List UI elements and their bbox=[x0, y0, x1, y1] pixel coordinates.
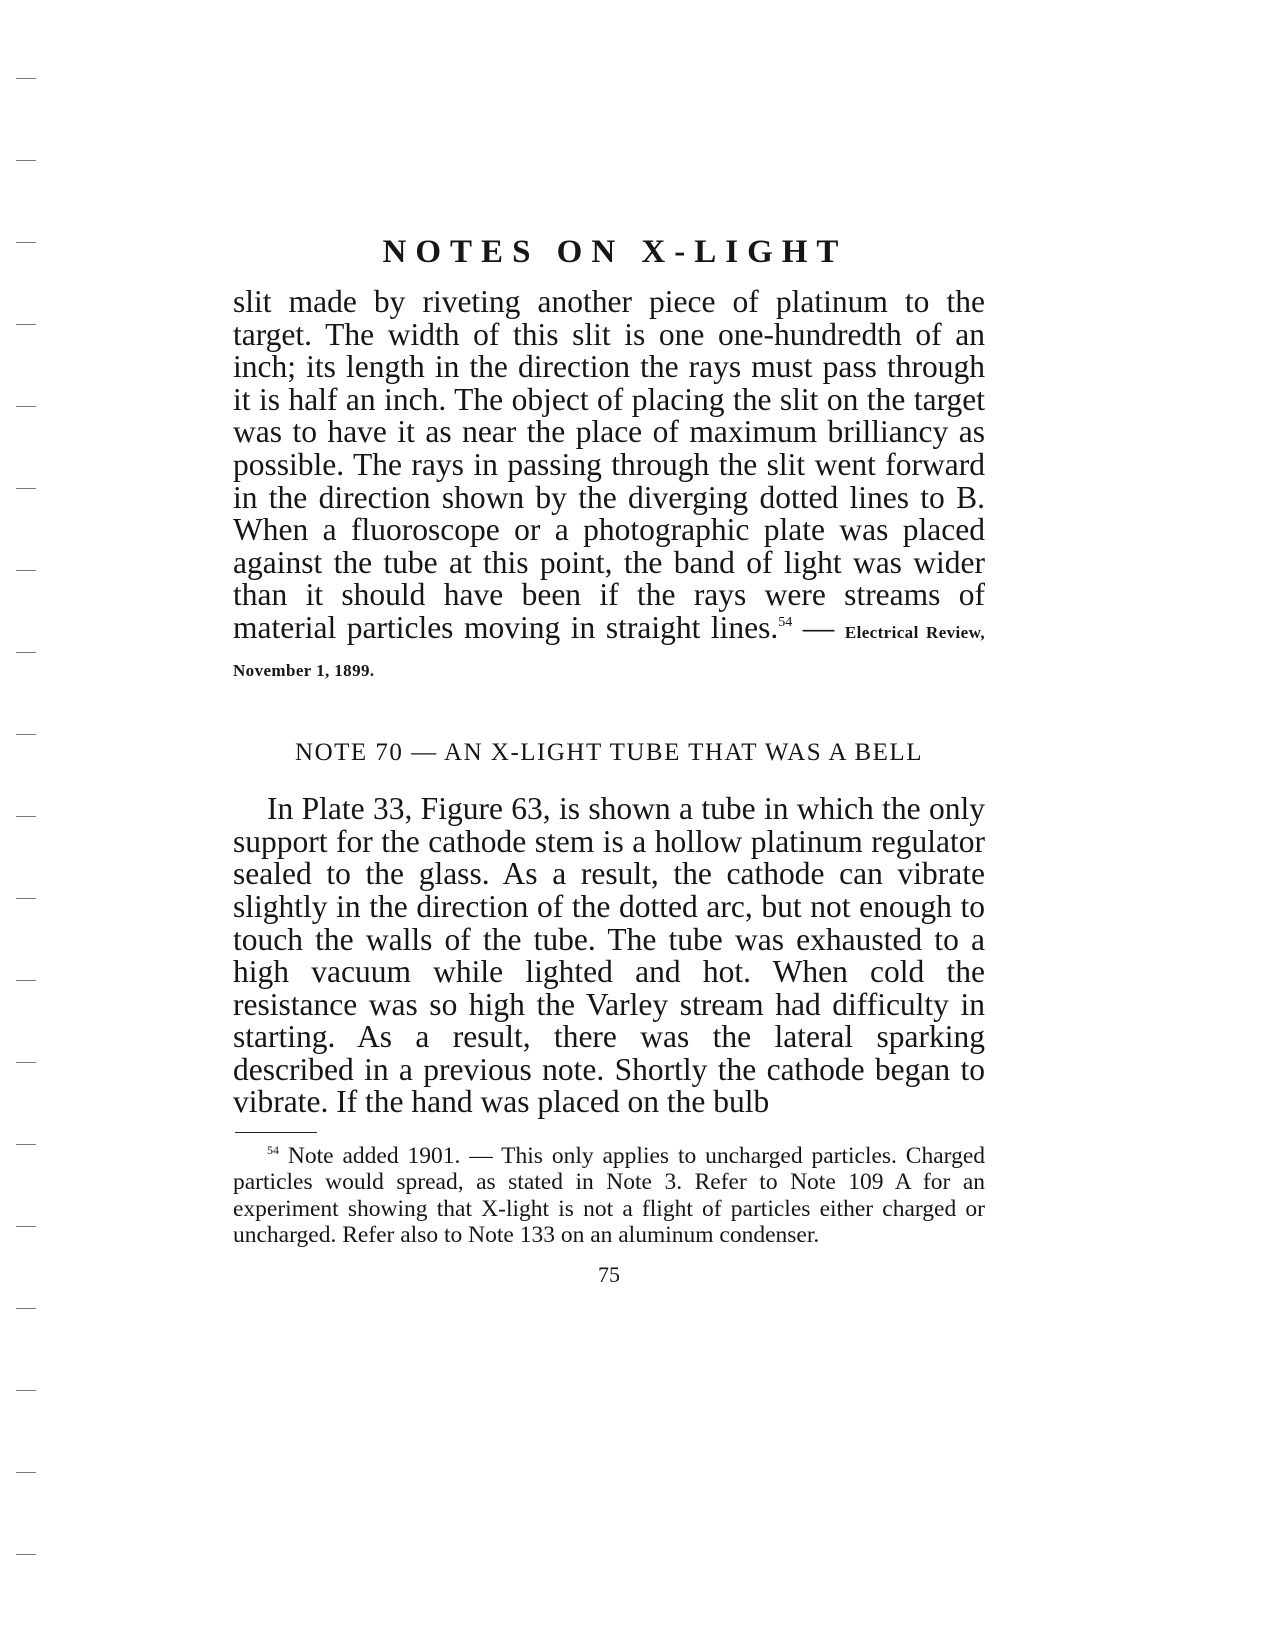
footnote-reference: 54 bbox=[778, 614, 793, 630]
margin-tick bbox=[16, 652, 36, 653]
footnote-marker: 54 bbox=[267, 1143, 279, 1158]
margin-tick bbox=[16, 570, 36, 571]
running-head: NOTES ON X-LIGHT bbox=[382, 234, 848, 270]
margin-tick bbox=[16, 1062, 36, 1063]
margin-tick bbox=[16, 1554, 36, 1555]
margin-tick bbox=[16, 1226, 36, 1227]
margin-tick bbox=[16, 980, 36, 981]
margin-tick bbox=[16, 816, 36, 817]
continued-paragraph bbox=[233, 286, 985, 687]
margin-tick-marks bbox=[16, 0, 38, 1642]
footnote-text: Note added 1901. — This only applies to uncharged particles. Charged particles would spread, as stated in Note 3. Refer to Note 109 A for an experiment showing that X-light is not a flight of particles either charged or uncharged. Refer also to Note 133 on an aluminum condenser. bbox=[233, 1143, 985, 1248]
page-number: 75 bbox=[598, 1262, 620, 1288]
margin-tick bbox=[16, 406, 36, 407]
margin-tick bbox=[16, 1308, 36, 1309]
note-heading: NOTE 70 — AN X-LIGHT TUBE THAT WAS A BELL bbox=[295, 739, 923, 767]
margin-tick bbox=[16, 1144, 36, 1145]
margin-tick bbox=[16, 1472, 36, 1473]
footnote-divider bbox=[235, 1132, 317, 1133]
note-paragraph: In Plate 33, Figure 63, is shown a tube in which the only support for the cathode stem is a hollow platinum regulator sealed to the glass. As a result, the cathode can vibrate slightly in the direction of the dotted arc, but not enough to touch the walls of the tube. The tube was exhausted to a high vacuum while lighted and hot. When cold the resistance was so high the Varley stream had difficulty in starting. As a result, there was the lateral sparking described in a previous note. Shortly the cathode began to vibrate. If the hand was placed on the bulb bbox=[233, 791, 985, 1120]
margin-tick bbox=[16, 734, 36, 735]
margin-tick bbox=[16, 324, 36, 325]
source-citation: Electrical Review, November 1, 1899. bbox=[233, 622, 986, 680]
continued-paragraph-text: slit made by riveting another piece of platinum to the target. The width of this slit is one one-hundredth of an inch; its length in the direction the rays must pass through it is half an inch. The object of placing the slit on the target was to have it as near the place of maximum brilliancy as possible. The rays in passing through the slit went forward in the direction shown by the diverging dotted lines to B. When a fluoroscope or a photographic plate was placed against the tube at this point, the band of light was wider than it should have been if the rays were streams of material particles moving in straight lines. bbox=[233, 284, 985, 645]
margin-tick bbox=[16, 1390, 36, 1391]
margin-tick bbox=[16, 242, 36, 243]
margin-tick bbox=[16, 160, 36, 161]
source-dash: — bbox=[792, 609, 845, 645]
book-page bbox=[233, 232, 985, 1288]
footnote bbox=[233, 1143, 985, 1248]
margin-tick bbox=[16, 488, 36, 489]
margin-tick bbox=[16, 78, 36, 79]
margin-tick bbox=[16, 898, 36, 899]
